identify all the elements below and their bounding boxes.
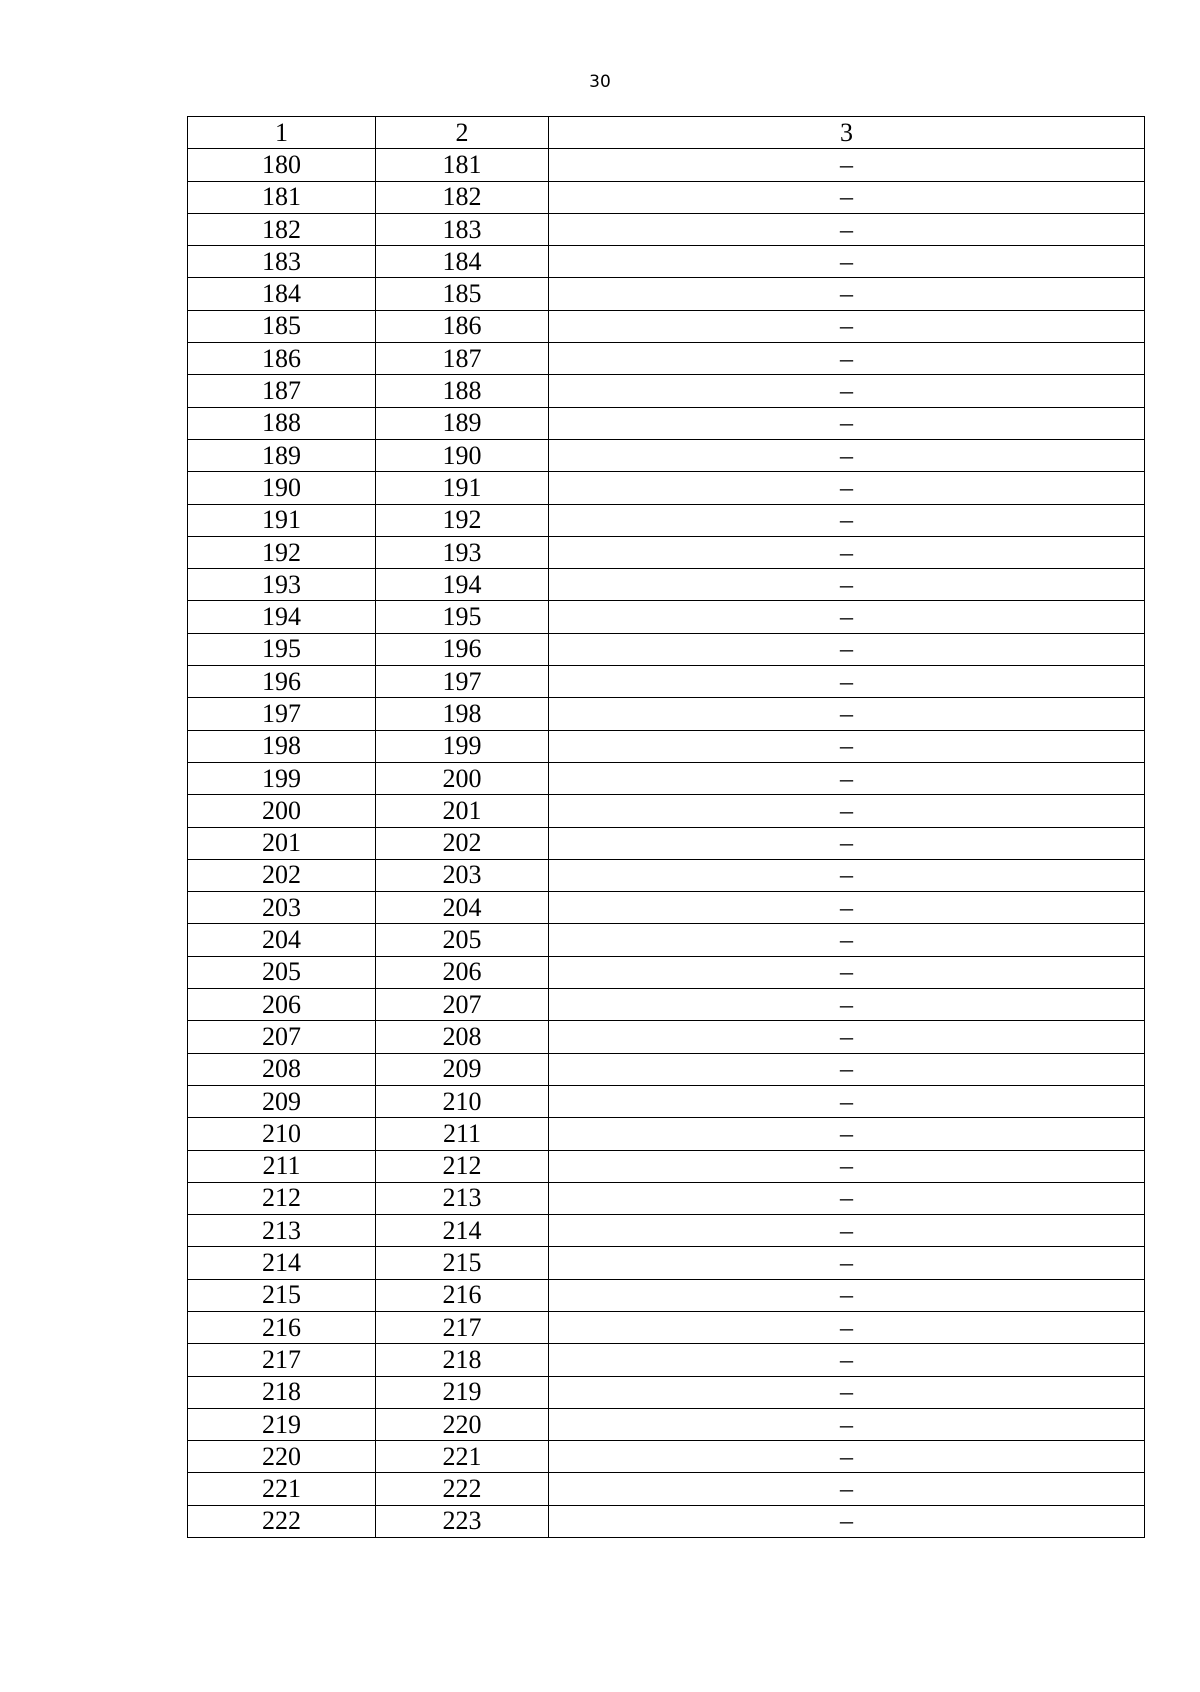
column-header-2: 2: [376, 117, 549, 149]
table-row: [188, 310, 1145, 342]
table-cell-col-3: –: [549, 343, 1145, 375]
table-cell-col-2: 188: [376, 375, 549, 407]
table-row: [188, 536, 1145, 568]
table-cell-col-3: –: [549, 1473, 1145, 1505]
table-row: [188, 1053, 1145, 1085]
table-cell-col-1: 204: [188, 924, 376, 956]
table-cell-col-2: 211: [376, 1118, 549, 1150]
table-cell-col-1: 200: [188, 795, 376, 827]
table-cell-col-3: –: [549, 1279, 1145, 1311]
table-row: [188, 730, 1145, 762]
table-cell-col-3: –: [549, 956, 1145, 988]
table-cell-col-2: 210: [376, 1085, 549, 1117]
table-cell-col-2: 194: [376, 569, 549, 601]
table-cell-col-2: 222: [376, 1473, 549, 1505]
table-row: [188, 666, 1145, 698]
table-cell-col-3: –: [549, 569, 1145, 601]
table-cell-col-3: –: [549, 439, 1145, 471]
table-row: [188, 924, 1145, 956]
table-cell-col-2: 189: [376, 407, 549, 439]
table-cell-col-3: –: [549, 1311, 1145, 1343]
table-cell-col-1: 187: [188, 375, 376, 407]
table-cell-col-3: –: [549, 407, 1145, 439]
table-cell-col-3: –: [549, 504, 1145, 536]
table-cell-col-1: 217: [188, 1344, 376, 1376]
table-row: [188, 278, 1145, 310]
table-cell-col-2: 199: [376, 730, 549, 762]
table-cell-col-2: 209: [376, 1053, 549, 1085]
table-cell-col-2: 198: [376, 698, 549, 730]
table-cell-col-1: 201: [188, 827, 376, 859]
table-cell-col-3: –: [549, 1505, 1145, 1537]
table-cell-col-1: 211: [188, 1150, 376, 1182]
table-cell-col-1: 215: [188, 1279, 376, 1311]
table-cell-col-1: 192: [188, 536, 376, 568]
table-cell-col-1: 186: [188, 343, 376, 375]
table-cell-col-3: –: [549, 278, 1145, 310]
table-cell-col-2: 184: [376, 246, 549, 278]
table-cell-col-3: –: [549, 246, 1145, 278]
table-header-row: [188, 117, 1145, 149]
table-row: [188, 859, 1145, 891]
table-cell-col-1: 212: [188, 1182, 376, 1214]
table-row: [188, 827, 1145, 859]
table-row: [188, 1182, 1145, 1214]
table-row: [188, 149, 1145, 181]
table-cell-col-2: 212: [376, 1150, 549, 1182]
table-cell-col-1: 185: [188, 310, 376, 342]
table-cell-col-3: –: [549, 1021, 1145, 1053]
table-cell-col-2: 201: [376, 795, 549, 827]
table-row: [188, 601, 1145, 633]
table-cell-col-1: 188: [188, 407, 376, 439]
table-cell-col-1: 221: [188, 1473, 376, 1505]
table-row: [188, 633, 1145, 665]
table-cell-col-2: 186: [376, 310, 549, 342]
table-cell-col-1: 197: [188, 698, 376, 730]
table-cell-col-2: 204: [376, 892, 549, 924]
table-cell-col-3: –: [549, 1376, 1145, 1408]
table-cell-col-1: 193: [188, 569, 376, 601]
table-cell-col-1: 183: [188, 246, 376, 278]
table-cell-col-2: 197: [376, 666, 549, 698]
table-cell-col-1: 194: [188, 601, 376, 633]
table-cell-col-2: 183: [376, 213, 549, 245]
table-row: [188, 407, 1145, 439]
table-cell-col-1: 190: [188, 472, 376, 504]
table-cell-col-1: 208: [188, 1053, 376, 1085]
table-cell-col-2: 195: [376, 601, 549, 633]
table-cell-col-2: 208: [376, 1021, 549, 1053]
column-header-1: 1: [188, 117, 376, 149]
table-cell-col-2: 185: [376, 278, 549, 310]
table-cell-col-3: –: [549, 1215, 1145, 1247]
table-cell-col-2: 203: [376, 859, 549, 891]
table-row: [188, 569, 1145, 601]
table-cell-col-3: –: [549, 1344, 1145, 1376]
table-row: [188, 1344, 1145, 1376]
table-row: [188, 375, 1145, 407]
table-cell-col-2: 193: [376, 536, 549, 568]
table-cell-col-2: 202: [376, 827, 549, 859]
table-cell-col-1: 222: [188, 1505, 376, 1537]
table-cell-col-2: 182: [376, 181, 549, 213]
table-cell-col-3: –: [549, 213, 1145, 245]
table-cell-col-1: 205: [188, 956, 376, 988]
table-cell-col-2: 221: [376, 1441, 549, 1473]
table-row: [188, 504, 1145, 536]
table-row: [188, 1473, 1145, 1505]
table-row: [188, 1021, 1145, 1053]
data-table: [187, 116, 1145, 1538]
table-row: [188, 1150, 1145, 1182]
table-cell-col-2: 213: [376, 1182, 549, 1214]
table-cell-col-3: –: [549, 827, 1145, 859]
table-cell-col-3: –: [549, 472, 1145, 504]
table-cell-col-1: 195: [188, 633, 376, 665]
table-cell-col-1: 213: [188, 1215, 376, 1247]
table-cell-col-2: 219: [376, 1376, 549, 1408]
table-cell-col-3: –: [549, 795, 1145, 827]
table-cell-col-3: –: [549, 698, 1145, 730]
table-cell-col-3: –: [549, 1247, 1145, 1279]
table-cell-col-2: 215: [376, 1247, 549, 1279]
table-cell-col-2: 220: [376, 1408, 549, 1440]
table-row: [188, 795, 1145, 827]
table-cell-col-3: –: [549, 149, 1145, 181]
page-number: 30: [589, 72, 611, 92]
table-cell-col-3: –: [549, 1182, 1145, 1214]
table-cell-col-3: –: [549, 601, 1145, 633]
table-cell-col-3: –: [549, 1441, 1145, 1473]
column-header-3: 3: [549, 117, 1145, 149]
table-cell-col-3: –: [549, 310, 1145, 342]
table-cell-col-1: 210: [188, 1118, 376, 1150]
table-cell-col-3: –: [549, 375, 1145, 407]
table-cell-col-1: 218: [188, 1376, 376, 1408]
table-cell-col-1: 199: [188, 762, 376, 794]
table-row: [188, 472, 1145, 504]
table-row: [188, 246, 1145, 278]
table-cell-col-2: 187: [376, 343, 549, 375]
table-cell-col-3: –: [549, 924, 1145, 956]
table-cell-col-2: 214: [376, 1215, 549, 1247]
table-cell-col-3: –: [549, 1408, 1145, 1440]
table-cell-col-1: 207: [188, 1021, 376, 1053]
table-cell-col-1: 196: [188, 666, 376, 698]
table-cell-col-1: 189: [188, 439, 376, 471]
table-cell-col-2: 217: [376, 1311, 549, 1343]
table-cell-col-2: 223: [376, 1505, 549, 1537]
table-cell-col-2: 192: [376, 504, 549, 536]
table-cell-col-3: –: [549, 1085, 1145, 1117]
table-cell-col-3: –: [549, 666, 1145, 698]
table-row: [188, 1215, 1145, 1247]
table-row: [188, 1247, 1145, 1279]
table-cell-col-1: 191: [188, 504, 376, 536]
table-cell-col-3: –: [549, 1053, 1145, 1085]
table-cell-col-2: 206: [376, 956, 549, 988]
table-cell-col-1: 182: [188, 213, 376, 245]
table-cell-col-3: –: [549, 989, 1145, 1021]
table-cell-col-2: 200: [376, 762, 549, 794]
table-row: [188, 1085, 1145, 1117]
table-cell-col-2: 216: [376, 1279, 549, 1311]
table-cell-col-1: 180: [188, 149, 376, 181]
table-row: [188, 1311, 1145, 1343]
table-cell-col-1: 209: [188, 1085, 376, 1117]
table-row: [188, 762, 1145, 794]
table-row: [188, 1441, 1145, 1473]
table-row: [188, 343, 1145, 375]
table-row: [188, 1279, 1145, 1311]
table-cell-col-3: –: [549, 536, 1145, 568]
table-cell-col-3: –: [549, 633, 1145, 665]
table-row: [188, 892, 1145, 924]
table-row: [188, 1505, 1145, 1537]
table-row: [188, 1118, 1145, 1150]
table-cell-col-1: 184: [188, 278, 376, 310]
table-cell-col-3: –: [549, 859, 1145, 891]
table-cell-col-2: 207: [376, 989, 549, 1021]
table-row: [188, 181, 1145, 213]
table-body: [188, 149, 1145, 1538]
table-cell-col-2: 191: [376, 472, 549, 504]
table-cell-col-3: –: [549, 730, 1145, 762]
table-cell-col-1: 203: [188, 892, 376, 924]
table-row: [188, 698, 1145, 730]
table-row: [188, 989, 1145, 1021]
table-row: [188, 1376, 1145, 1408]
table-cell-col-1: 181: [188, 181, 376, 213]
table-cell-col-1: 198: [188, 730, 376, 762]
table-cell-col-2: 196: [376, 633, 549, 665]
table-cell-col-3: –: [549, 1150, 1145, 1182]
table-cell-col-1: 219: [188, 1408, 376, 1440]
table-cell-col-1: 216: [188, 1311, 376, 1343]
table-row: [188, 213, 1145, 245]
table-cell-col-1: 206: [188, 989, 376, 1021]
table-cell-col-3: –: [549, 1118, 1145, 1150]
table-cell-col-2: 218: [376, 1344, 549, 1376]
table-cell-col-3: –: [549, 892, 1145, 924]
table-cell-col-3: –: [549, 762, 1145, 794]
table-row: [188, 439, 1145, 471]
table-row: [188, 956, 1145, 988]
table-cell-col-1: 214: [188, 1247, 376, 1279]
table-row: [188, 1408, 1145, 1440]
table-cell-col-2: 181: [376, 149, 549, 181]
table-cell-col-3: –: [549, 181, 1145, 213]
table-cell-col-1: 202: [188, 859, 376, 891]
table-cell-col-2: 205: [376, 924, 549, 956]
table-cell-col-1: 220: [188, 1441, 376, 1473]
table-cell-col-2: 190: [376, 439, 549, 471]
